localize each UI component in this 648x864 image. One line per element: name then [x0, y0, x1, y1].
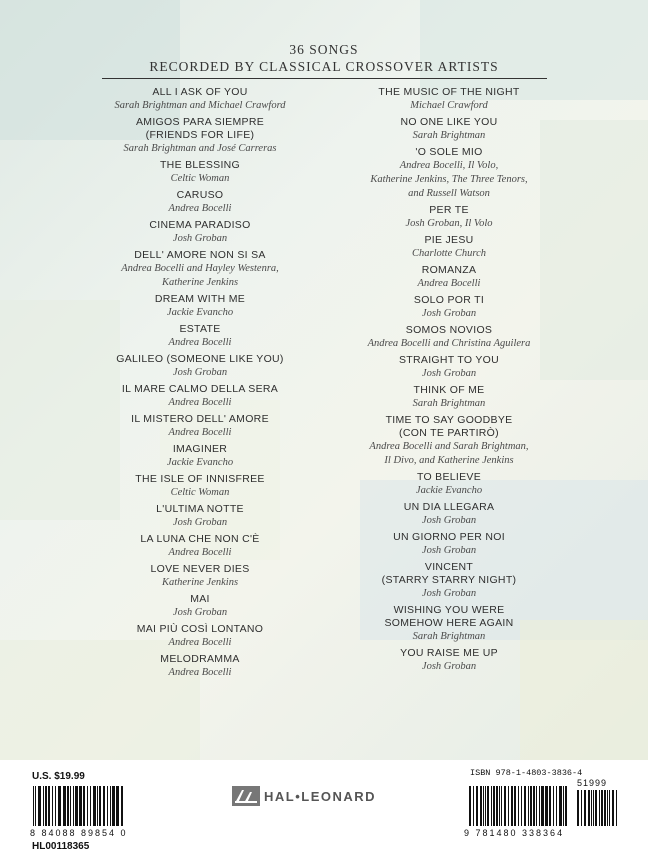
barcode-bar — [539, 786, 541, 826]
song-entry — [329, 324, 569, 351]
barcode-bar — [67, 786, 69, 826]
barcode-bar — [504, 786, 506, 826]
song-entry — [80, 473, 320, 500]
song-entry — [329, 647, 569, 674]
barcode-bar — [55, 786, 57, 826]
song-title: (CON TE PARTIRÒ) — [399, 427, 499, 439]
barcode-bar — [591, 790, 592, 826]
song-entry — [80, 116, 320, 156]
barcode-bar — [518, 786, 519, 826]
song-title: YOU RAISE ME UP — [400, 647, 498, 659]
barcode-bar — [480, 786, 482, 826]
barcode-bar — [75, 786, 77, 826]
barcode-bar — [90, 786, 92, 826]
barcode-bar — [528, 786, 529, 826]
cover-footer — [0, 760, 648, 864]
song-title: IL MARE CALMO DELLA SERA — [121, 383, 279, 395]
barcode-bar — [73, 786, 75, 826]
barcode-bar — [584, 790, 586, 826]
song-title: TIME TO SAY GOODBYE — [385, 414, 513, 426]
barcode-bar — [38, 786, 40, 826]
song-artist: and Russell Watson — [408, 188, 490, 199]
song-artist: Josh Groban — [172, 517, 228, 528]
header-rule — [102, 78, 547, 79]
song-entry — [80, 383, 320, 410]
barcode-bar — [588, 790, 590, 826]
barcode-bar — [58, 786, 60, 826]
song-artist: Katherine Jenkins — [161, 277, 239, 288]
song-entry — [80, 413, 320, 440]
barcode-bar — [473, 786, 474, 826]
song-artist: Andrea Bocelli, Il Volo, — [399, 160, 499, 171]
song-artist: Andrea Bocelli — [168, 547, 232, 558]
barcode-bar — [64, 786, 66, 826]
song-artist: Andrea Bocelli and Christina Aguilera — [367, 338, 531, 349]
song-artist: Josh Groban — [421, 545, 477, 556]
barcode-bar — [559, 786, 561, 826]
song-artist: Andrea Bocelli and Hayley Westenra, — [121, 263, 279, 274]
barcode-bar — [103, 786, 105, 826]
song-artist: Josh Groban — [172, 233, 228, 244]
subtitle-heading: RECORDED BY CLASSICAL CROSSOVER ARTISTS — [149, 59, 499, 74]
song-entry — [80, 443, 320, 470]
hal-leonard-logo-icon — [232, 786, 260, 806]
song-title: LA LUNA CHE NON C'È — [140, 533, 260, 545]
barcode-bar — [609, 790, 611, 826]
song-artist: Josh Groban — [421, 588, 477, 599]
song-title: PER TE — [429, 204, 469, 216]
song-artist: Jackie Evancho — [166, 307, 234, 318]
barcode-bar — [565, 786, 567, 826]
barcode-bar — [52, 786, 53, 826]
song-title: THE BLESSING — [159, 159, 241, 171]
song-title: ALL I ASK OF YOU — [152, 86, 248, 98]
barcode-bar — [553, 786, 554, 826]
barcode-bar — [110, 786, 112, 826]
song-artist: Josh Groban — [172, 607, 228, 618]
song-title: THE ISLE OF INNISFREE — [135, 473, 265, 485]
barcode-bar — [80, 786, 82, 826]
song-title: NO ONE LIKE YOU — [400, 116, 498, 128]
song-entry — [329, 234, 569, 261]
song-entry — [329, 501, 569, 528]
song-artist: Andrea Bocelli — [168, 337, 232, 348]
song-entry — [329, 294, 569, 321]
barcode-bar — [485, 786, 487, 826]
song-artist: Sarah Brightman and José Carreras — [123, 143, 277, 154]
barcode-bar — [496, 786, 498, 826]
barcode-bar — [476, 786, 478, 826]
barcode-bar — [83, 786, 85, 826]
barcode-bar — [612, 790, 614, 826]
song-artist: Sarah Brightman — [412, 631, 486, 642]
song-artist: Celtic Woman — [170, 173, 230, 184]
barcode-bar — [43, 786, 44, 826]
song-title: WISHING YOU WERE — [393, 604, 505, 616]
song-entry — [329, 354, 569, 381]
song-title: ESTATE — [179, 323, 221, 335]
song-entry — [80, 533, 320, 560]
price-label: U.S. $19.99 — [32, 771, 85, 782]
song-entry — [80, 219, 320, 246]
song-artist: Jackie Evancho — [415, 485, 483, 496]
barcode-bar — [521, 786, 523, 826]
song-title: (FRIENDS FOR LIFE) — [145, 129, 255, 141]
song-entry — [329, 264, 569, 291]
song-artist: Andrea Bocelli — [168, 667, 232, 678]
song-artist: Jackie Evancho — [166, 457, 234, 468]
song-artist: Josh Groban — [421, 368, 477, 379]
song-title: UN DIA LLEGARA — [403, 501, 495, 513]
barcode-bar — [546, 786, 548, 826]
barcode-bar — [79, 786, 80, 826]
song-artist: Andrea Bocelli — [168, 397, 232, 408]
barcode-bar — [607, 790, 608, 826]
barcode-bar — [601, 790, 603, 826]
barcode-bar — [491, 786, 492, 826]
song-title: DELL' AMORE NON SI SA — [134, 249, 266, 261]
song-artist: Il Divo, and Katherine Jenkins — [384, 455, 514, 466]
song-title: THINK OF ME — [413, 384, 485, 396]
barcode-bar — [604, 790, 606, 826]
song-list-right — [329, 86, 569, 677]
isbn-barcode — [469, 786, 569, 826]
barcode-bar — [469, 786, 471, 826]
song-entry — [80, 323, 320, 350]
song-entry — [80, 189, 320, 216]
barcode-bar — [530, 786, 532, 826]
barcode-bar — [524, 786, 526, 826]
barcode-bar — [112, 786, 114, 826]
song-title: ROMANZA — [421, 264, 477, 276]
barcode-bar — [116, 786, 117, 826]
song-entry — [80, 593, 320, 620]
ean-number: 9 781480 338364 — [464, 828, 565, 838]
barcode-bar — [93, 786, 95, 826]
barcode-bar — [63, 786, 64, 826]
barcode-bar — [45, 786, 47, 826]
barcode-bar — [87, 786, 88, 826]
song-entry — [80, 353, 320, 380]
song-title: DREAM WITH ME — [154, 293, 246, 305]
barcode-bar — [563, 786, 564, 826]
song-entry — [329, 86, 569, 113]
barcode-bar — [121, 786, 123, 826]
song-list-left — [80, 86, 320, 683]
barcode-bar — [593, 790, 595, 826]
song-title: L'ULTIMA NOTTE — [156, 503, 244, 515]
song-entry — [329, 604, 569, 644]
song-entry — [329, 414, 569, 468]
barcode-bar — [595, 790, 597, 826]
barcode-bar — [483, 786, 484, 826]
song-title: MAI — [190, 593, 210, 605]
barcode-bar — [581, 790, 582, 826]
song-title: THE MUSIC OF THE NIGHT — [378, 86, 520, 98]
song-title: TO BELIEVE — [416, 471, 482, 483]
song-title: GALILEO (SOMEONE LIKE YOU) — [116, 353, 284, 365]
barcode-bar — [511, 786, 513, 826]
song-artist: Josh Groban — [172, 367, 228, 378]
barcode-bar — [599, 790, 600, 826]
song-artist: Josh Groban — [421, 308, 477, 319]
song-entry — [80, 503, 320, 530]
song-artist: Andrea Bocelli and Sarah Brightman, — [369, 441, 529, 452]
barcode-bar — [117, 786, 119, 826]
song-count-heading: 36 SONGS — [289, 42, 359, 57]
song-artist: Celtic Woman — [170, 487, 230, 498]
song-entry — [80, 249, 320, 290]
isbn-label: ISBN 978-1-4803-3836-4 — [470, 768, 583, 778]
barcode-bar — [499, 786, 500, 826]
song-title: SOMOS NOVIOS — [405, 324, 493, 336]
song-artist: Andrea Bocelli — [168, 427, 232, 438]
supplement-number: 51999 — [577, 778, 608, 788]
song-artist: Andrea Bocelli — [417, 278, 481, 289]
song-entry — [80, 159, 320, 186]
barcode-bar — [533, 786, 535, 826]
song-entry — [329, 116, 569, 143]
song-artist: Sarah Brightman — [412, 130, 486, 141]
song-artist: Josh Groban, Il Volo — [405, 218, 493, 229]
song-title: (STARRY STARRY NIGHT) — [381, 574, 517, 586]
song-entry — [80, 563, 320, 590]
song-title: VINCENT — [424, 561, 474, 573]
song-artist: Sarah Brightman and Michael Crawford — [114, 100, 286, 111]
barcode-bar — [541, 786, 543, 826]
song-title: MAI PIÙ COSÌ LONTANO — [136, 623, 264, 635]
song-title: CARUSO — [176, 189, 224, 201]
song-entry — [329, 204, 569, 231]
song-artist: Andrea Bocelli — [168, 637, 232, 648]
song-title: IMAGINER — [172, 443, 228, 455]
barcode-bar — [97, 786, 98, 826]
song-title: SOLO POR TI — [413, 294, 485, 306]
song-entry — [80, 293, 320, 320]
song-title: AMIGOS PARA SIEMPRE — [135, 116, 265, 128]
barcode-bar — [508, 786, 509, 826]
upc-number: 8 84088 89854 0 — [30, 828, 128, 838]
barcode-bar — [493, 786, 495, 826]
song-entry — [80, 86, 320, 113]
song-title: LOVE NEVER DIES — [150, 563, 250, 575]
publisher-logo — [232, 786, 376, 806]
upc-barcode — [33, 786, 124, 826]
publisher-name: HAL•LEONARD — [264, 788, 377, 804]
cover-header — [0, 42, 648, 79]
song-title: 'O SOLE MIO — [415, 146, 483, 158]
song-entry — [329, 531, 569, 558]
song-artist: Katherine Jenkins, The Three Tenors, — [370, 174, 528, 185]
song-artist: Charlotte Church — [412, 248, 486, 259]
song-entry — [329, 471, 569, 498]
barcode-bar — [556, 786, 558, 826]
song-title: SOMEHOW HERE AGAIN — [384, 617, 514, 629]
song-title: MELODRAMMA — [160, 653, 240, 665]
barcode-bar — [107, 786, 108, 826]
song-artist: Josh Groban — [421, 661, 477, 672]
barcode-bar — [70, 786, 71, 826]
barcode-bar — [577, 790, 579, 826]
song-artist: Josh Groban — [421, 515, 477, 526]
barcode-bar — [501, 786, 503, 826]
supplement-barcode — [577, 790, 619, 826]
barcode-bar — [99, 786, 101, 826]
song-entry — [80, 623, 320, 650]
song-entry — [80, 653, 320, 680]
barcode-bar — [536, 786, 537, 826]
barcode-bar — [545, 786, 546, 826]
song-entry — [329, 384, 569, 411]
barcode-bar — [33, 786, 34, 826]
song-artist: Andrea Bocelli — [168, 203, 232, 214]
barcode-bar — [616, 790, 617, 826]
song-entry — [329, 561, 569, 601]
song-artist: Sarah Brightman — [412, 398, 486, 409]
item-code: HL00118365 — [32, 841, 90, 852]
barcode-bar — [35, 786, 37, 826]
barcode-bar — [487, 786, 489, 826]
song-entry — [329, 146, 569, 201]
song-title: CINEMA PARADISO — [149, 219, 251, 231]
barcode-bar — [549, 786, 551, 826]
song-title: PIE JESU — [424, 234, 474, 246]
song-artist: Katherine Jenkins — [161, 577, 239, 588]
barcode-bar — [48, 786, 50, 826]
barcode-bar — [514, 786, 516, 826]
song-artist: Michael Crawford — [410, 100, 488, 111]
song-title: IL MISTERO DELL' AMORE — [131, 413, 269, 425]
song-title: UN GIORNO PER NOI — [393, 531, 505, 543]
song-title: STRAIGHT TO YOU — [399, 354, 499, 366]
